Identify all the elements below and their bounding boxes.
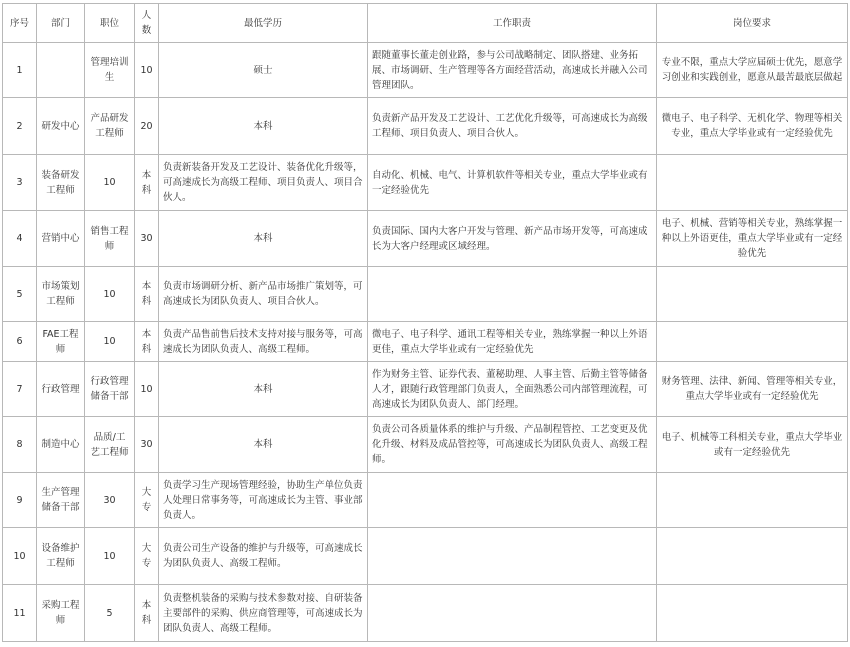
row-education: 负责产品售前售后技术支持对接与服务等，可高速成长为团队负责人、高级工程师。 xyxy=(159,322,368,362)
table-row xyxy=(3,473,848,528)
row-count: 30 xyxy=(135,417,159,473)
row-requirement xyxy=(657,528,848,585)
row-count: 大专 xyxy=(135,473,159,528)
row-no: 10 xyxy=(3,528,37,585)
row-count: 本科 xyxy=(135,267,159,322)
table-row xyxy=(3,322,848,362)
row-position: 产品研发工程师 xyxy=(85,98,135,155)
row-no: 11 xyxy=(3,585,37,642)
row-no: 9 xyxy=(3,473,37,528)
row-position: 10 xyxy=(85,155,135,211)
row-requirement: 专业不限，重点大学应届硕士优先，愿意学习创业和实践创业，愿意从最苦最底层做起 xyxy=(657,43,848,98)
row-requirement xyxy=(657,155,848,211)
row-requirement xyxy=(657,267,848,322)
row-position: 10 xyxy=(85,528,135,585)
header-no: 序号 xyxy=(3,4,37,43)
row-position: 30 xyxy=(85,473,135,528)
row-education: 硕士 xyxy=(159,43,368,98)
row-no: 5 xyxy=(3,267,37,322)
row-education: 负责公司生产设备的维护与升级等，可高速成长为团队负责人、高级工程师。 xyxy=(159,528,368,585)
row-dept: 营销中心 xyxy=(37,211,85,267)
row-requirement: 电子、机械、营销等相关专业，熟练掌握一种以上外语更佳，重点大学毕业或有一定经验优先 xyxy=(657,211,848,267)
row-duty: 微电子、电子科学、通讯工程等相关专业，熟练掌握一种以上外语更佳，重点大学毕业或有一定经验优先 xyxy=(368,322,657,362)
row-position: 5 xyxy=(85,585,135,642)
row-position: 品质/工艺工程师 xyxy=(85,417,135,473)
row-requirement: 电子、机械等工科相关专业，重点大学毕业或有一定经验优先 xyxy=(657,417,848,473)
row-duty: 负责国际、国内大客户开发与管理、新产品市场开发等，可高速成长为大客户经理或区域经理。 xyxy=(368,211,657,267)
row-requirement xyxy=(657,585,848,642)
row-duty: 作为财务主管、证券代表、董秘助理、人事主管、后勤主管等储备人才，跟随行政管理部门负责人，全面熟悉公司内部管理流程，可高速成长为团队负责人、部门经理。 xyxy=(368,362,657,417)
table-row xyxy=(3,211,848,267)
table-row xyxy=(3,155,848,211)
table-row xyxy=(3,585,848,642)
row-duty: 负责公司各质量体系的维护与升级、产品制程管控、工艺变更及优化升级、材料及成品管控等，可高速成长为团队负责人、高级工程师。 xyxy=(368,417,657,473)
row-requirement: 财务管理、法律、新闻、管理等相关专业，重点大学毕业或有一定经验优先 xyxy=(657,362,848,417)
row-education: 负责新装备开发及工艺设计、装备优化升级等，可高速成长为高级工程师、项目负责人、项目合伙人。 xyxy=(159,155,368,211)
row-requirement xyxy=(657,322,848,362)
table-row xyxy=(3,98,848,155)
row-no: 4 xyxy=(3,211,37,267)
row-requirement xyxy=(657,473,848,528)
table-row xyxy=(3,362,848,417)
row-duty xyxy=(368,473,657,528)
row-dept: 采购工程师 xyxy=(37,585,85,642)
row-no: 6 xyxy=(3,322,37,362)
header-row xyxy=(3,4,848,43)
row-education: 本科 xyxy=(159,362,368,417)
row-dept: 研发中心 xyxy=(37,98,85,155)
row-duty: 自动化、机械、电气、计算机软件等相关专业，重点大学毕业或有一定经验优先 xyxy=(368,155,657,211)
row-no: 2 xyxy=(3,98,37,155)
row-position: 10 xyxy=(85,322,135,362)
row-no: 3 xyxy=(3,155,37,211)
row-dept: 制造中心 xyxy=(37,417,85,473)
row-education: 本科 xyxy=(159,98,368,155)
table-row xyxy=(3,43,848,98)
row-count: 本科 xyxy=(135,322,159,362)
row-education: 本科 xyxy=(159,417,368,473)
header-position: 职位 xyxy=(85,4,135,43)
header-count: 人数 xyxy=(135,4,159,43)
table-row xyxy=(3,267,848,322)
row-dept: 装备研发工程师 xyxy=(37,155,85,211)
row-no: 8 xyxy=(3,417,37,473)
row-dept: 生产管理储备干部 xyxy=(37,473,85,528)
row-duty xyxy=(368,267,657,322)
job-table-container xyxy=(2,3,848,642)
header-dept: 部门 xyxy=(37,4,85,43)
row-education: 本科 xyxy=(159,211,368,267)
row-education: 负责学习生产现场管理经验，协助生产单位负责人处理日常事务等，可高速成长为主管、事业部负责人。 xyxy=(159,473,368,528)
row-position: 销售工程师 xyxy=(85,211,135,267)
row-position: 10 xyxy=(85,267,135,322)
row-no: 7 xyxy=(3,362,37,417)
header-education: 最低学历 xyxy=(159,4,368,43)
row-education: 负责整机装备的采购与技术参数对接、自研装备主要部件的采购、供应商管理等，可高速成长为团队负责人、高级工程师。 xyxy=(159,585,368,642)
row-duty: 负责新产品开发及工艺设计、工艺优化升级等，可高速成长为高级工程师、项目负责人、项目合伙人。 xyxy=(368,98,657,155)
row-education: 负责市场调研分析、新产品市场推广策划等，可高速成长为团队负责人、项目合伙人。 xyxy=(159,267,368,322)
row-dept xyxy=(37,43,85,98)
row-duty: 跟随董事长董走创业路，参与公司战略制定、团队搭建、业务拓展、市场调研、生产管理等各方面经营活动，高速成长并融入公司管理团队。 xyxy=(368,43,657,98)
header-requirement: 岗位要求 xyxy=(657,4,848,43)
row-dept: FAE工程师 xyxy=(37,322,85,362)
row-count: 10 xyxy=(135,362,159,417)
row-dept: 设备维护工程师 xyxy=(37,528,85,585)
row-position: 行政管理储备干部 xyxy=(85,362,135,417)
row-count: 10 xyxy=(135,43,159,98)
row-dept: 行政管理 xyxy=(37,362,85,417)
table-row xyxy=(3,528,848,585)
row-no: 1 xyxy=(3,43,37,98)
job-table xyxy=(2,3,848,642)
row-duty xyxy=(368,528,657,585)
row-dept: 市场策划工程师 xyxy=(37,267,85,322)
row-count: 20 xyxy=(135,98,159,155)
row-position: 管理培训生 xyxy=(85,43,135,98)
row-duty xyxy=(368,585,657,642)
header-duty: 工作职责 xyxy=(368,4,657,43)
row-count: 本科 xyxy=(135,585,159,642)
row-requirement: 微电子、电子科学、无机化学、物理等相关专业，重点大学毕业或有一定经验优先 xyxy=(657,98,848,155)
row-count: 30 xyxy=(135,211,159,267)
row-count: 大专 xyxy=(135,528,159,585)
table-row xyxy=(3,417,848,473)
row-count: 本科 xyxy=(135,155,159,211)
